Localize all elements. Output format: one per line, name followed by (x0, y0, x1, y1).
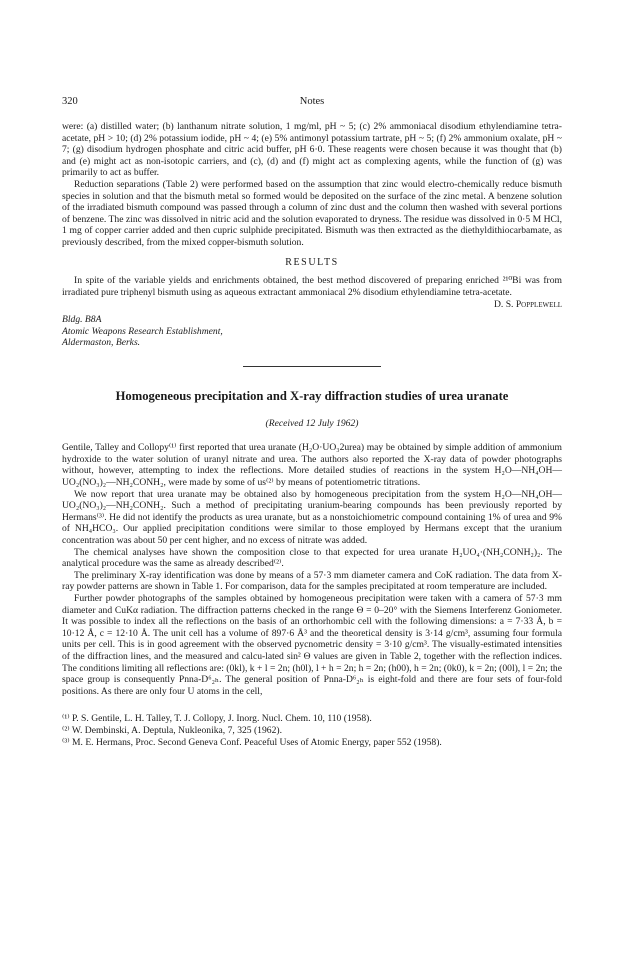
paragraph: We now report that urea uranate may be obtained also by homogeneous precipitation from the system H₂O—NH₄OH—UO₂(NO₃)₂—NH₂CONH₂. Such a method of precipitating uranium-bearing compounds has been previously reported by Hermans⁽³⁾. He did not identify the products as urea uranate, but as a nonstoichiometric compound containing 1% of urea and 9% of NH₄HCO₃. Our applied precipitation conditions were similar to those employed by Hermans except that the uranium concentration was about 50 per cent higher, and no excess of nitrate was added. (62, 488, 562, 547)
paragraph: were: (a) distilled water; (b) lanthanum nitrate solution, 1 mg/ml, pH ~ 5; (c) 2% ammoniacal disodium ethylendiamine tetra-acetate, pH > 10; (d) 2% potassium iodide, pH ~ 4; (e) 5% antimonyl potassium tartrate, pH ~ 5; (f) 2% ammonium oxalate, pH ~ 7; (g) disodium hydrogen phosphate and citric acid buffer, pH 6·0. These reagents were chosen because it was thought that (b) and (e) might act as non-isotopic carriers, and (c), (d) and (f) might act as complexing agents, while the function of (g) was primarily to act as buffer. (62, 121, 562, 179)
page-content (62, 121, 562, 748)
page-header (62, 96, 562, 110)
footnotes (62, 713, 562, 748)
footnote: ⁽²⁾ W. Dembinski, A. Deptula, Nukleonika, 7, 325 (1962). (62, 724, 282, 736)
results-paragraph: In spite of the variable yields and enrichments obtained, the best method discovered of preparing enriched ²¹⁰Bi was from irradiated pure triphenyl bismuth using as aqueous extractant ammoniacal 2% disodium ethylendiamine tetra-acetate. (62, 275, 562, 298)
paragraph: Further powder photographs of the samples obtained by homogeneous precipitation were taken with a camera of 57·3 mm diameter and CuKα radiation. The diffraction patterns checked in the range Θ = 0–20° with the Siemens Interferenz Goniometer. It was possible to index all the reflections on the basis of an orthorhombic cell with the following dimensions: a = 7·33 Å, b = 10·12 Å, c = 12·10 Å. The unit cell has a volume of 897·6 Å³ and the theoretical density is 3·14 g/cm³, assuming four formula units per cell. This is in good agreement with the observed pycnometric density = 3·10 g/cm³. The visually-estimated intensities of the diffraction lines, and the measured and calcu-lated sin² Θ values are given in Table 2, together with the reflection indices. The conditions limiting all reflections are: (0kl), k + l = 2n; (h0l), l + h = 2n; h = 2n; (h00), h = 2n; (0k0), k = 2n; (00l), l = 2n; the space group is consequently Pnna-D⁶₂ₕ. The general position of Pnna-D⁶₂ₕ is eight-fold and there are four sets of four-fold positions. As there are only four U atoms in the cell, (62, 593, 562, 697)
results-heading: RESULTS (285, 256, 339, 268)
author-signature: D. S. Popplewell (493, 299, 562, 311)
footnote: ⁽³⁾ M. E. Hermans, Proc. Second Geneva Conf. Peaceful Uses of Atomic Energy, paper 552 (1958). (62, 736, 442, 748)
paragraph: The chemical analyses have shown the composition close to that expected for urea uranate H₂UO₄·(NH₂CONH₂)₂. The analytical procedure was the same as already described⁽²⁾. (62, 546, 562, 570)
footnote: ⁽¹⁾ P. S. Gentile, L. H. Talley, T. J. Collopy, J. Inorg. Nucl. Chem. 10, 110 (1958). (62, 713, 372, 725)
paragraph: The preliminary X-ray identification was done by means of a 57·3 mm diameter camera and CoK radiation. The data from X-ray powder patterns are shown in Table 1. For comparison, data for the samples precipitated at room temperature are included. (62, 569, 562, 593)
affiliation-line: Atomic Weapons Research Establishment, (62, 325, 223, 337)
paragraph: Gentile, Talley and Collopy⁽¹⁾ first reported that urea uranate (H₂O·UO₃2urea) may be obtained by simple addition of ammonium hydroxide to the water solution of uranyl nitrate and urea. The authors also reported the X-ray data of powder photographs without, however, attempting to index the reflections. More detailed studies of reactions in the system H₂O—NH₄OH—UO₂(NO₃)₂—NH₂CONH₂, were made by some of us⁽²⁾ by means of potentiometric titrations. (62, 442, 562, 489)
paragraph: Reduction separations (Table 2) were performed based on the assumption that zinc would electro-chemically reduce bismuth species in solution and that the bismuth metal so formed would be deposited on the surface of the zinc metal. A benzene solution of the irradiated bismuth compound was passed through a column of zinc dust and the column then washed with several portions of benzene. The zinc was dissolved in nitric acid and the solution evaporated to dryness. The residue was dissolved in 0·5 M HCl, 1 mg of copper carrier added and then cupric sulphide precipitated. Bismuth was then extracted as the diethyldithiocarbamate, as previously described, from the mixed copper-bismuth solution. (62, 178, 562, 248)
affiliation-line: Bldg. B8A (62, 313, 102, 325)
page-number: 320 (62, 96, 78, 107)
article-separator-rule (243, 366, 381, 367)
article-title: Homogeneous precipitation and X-ray diffraction studies of urea uranate (115, 388, 509, 403)
author-affiliation (62, 314, 562, 349)
running-head: Notes (299, 96, 325, 107)
received-date: (Received 12 July 1962) (265, 417, 359, 429)
affiliation-line: Aldermaston, Berks. (62, 337, 141, 349)
